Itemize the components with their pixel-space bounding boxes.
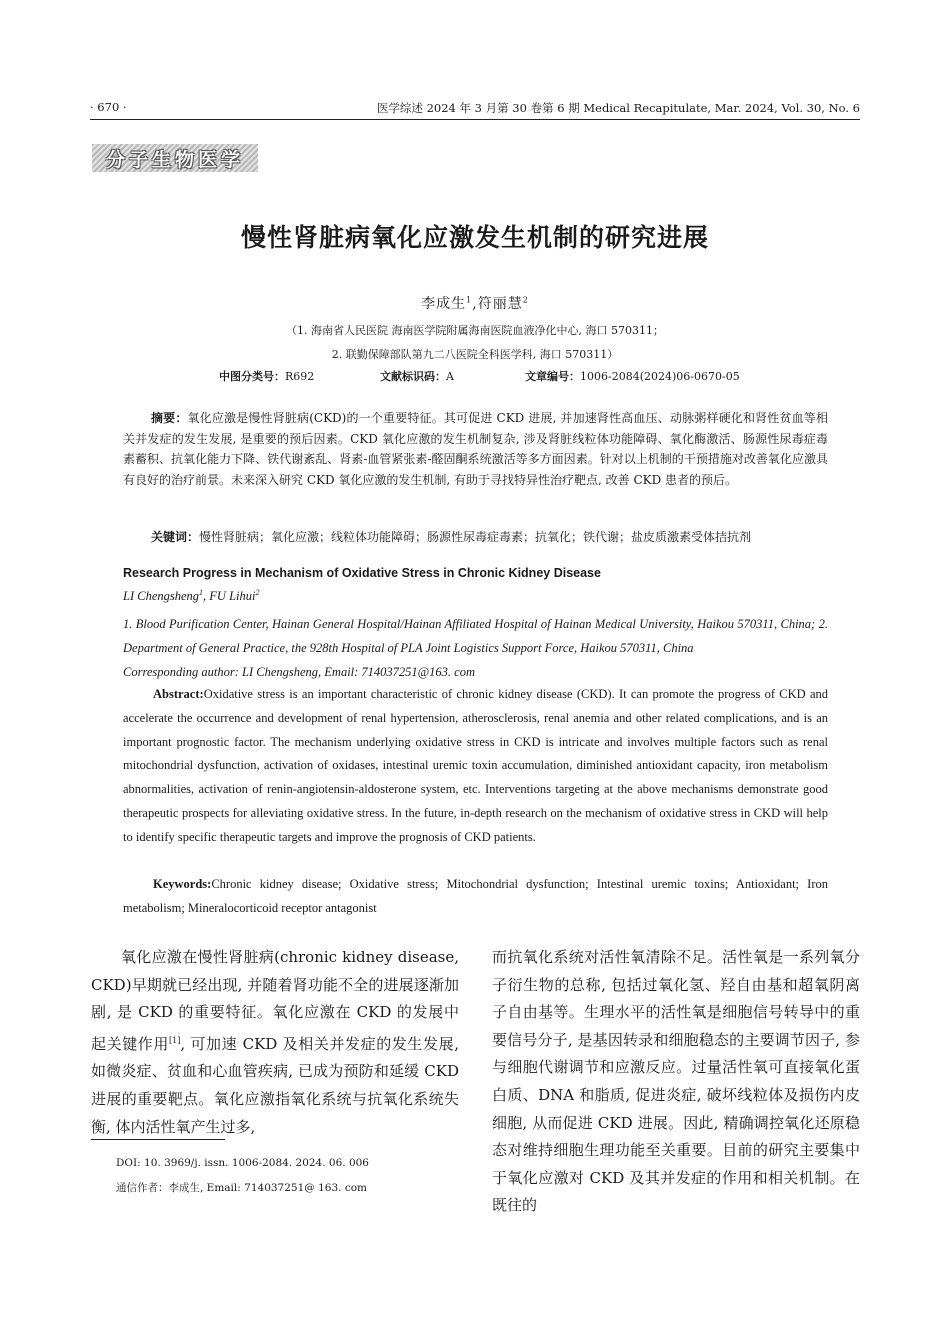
keywords-zh [123, 527, 828, 548]
author-en-2: FU Lihui [209, 589, 256, 604]
art-label: 文章编号： [525, 370, 580, 383]
section-badge-label: 分子生物医学 [105, 148, 244, 171]
author-separator: , [472, 296, 478, 312]
header-rule [90, 119, 860, 120]
footnote-doi: DOI: 10. 3969/j. issn. 1006-2084. 2024. 06. 006 [116, 1157, 369, 1169]
body-left-text-a: 氧化应激在慢性肾脏病(chronic kidney disease, CKD)早期就已经出现, 并随着肾功能不全的进展逐渐加剧, 是 CKD 的重要特征。氧化应激在 CKD 的发展中起关键作用 [91, 948, 459, 1053]
abstract-en-text: Oxidative stress is an important characteristic of chronic kidney disease (CKD). It can promote the progress of CKD and accelerate the occurrence and development of renal hypertension, atherosclerosis, renal anemia and other related complications, and is an important prognostic factor. The mechanism underlying oxidative stress in CKD is intricate and involves multiple factors such as renal mitochondrial dysfunction, activation of oxidases, intestinal uremic toxin accumulation, diminished antioxidant capacity, iron metabolism abnormalities, activation of renin-angiotensin-aldosterone system, etc. Interventions targeting at the above mechanisms demonstrate good therapeutic prospects for alleviating oxidative stress. In the future, in-depth research on the mechanism of oxidative stress in CKD will help to identify specific therapeutic targets and improve the prognosis of CKD patients. [123, 687, 828, 844]
article-number [525, 368, 740, 384]
body-column-left [91, 944, 459, 1141]
abstract-zh [123, 408, 828, 490]
keywords-en-text: Chronic kidney disease; Oxidative stress; Mitochondrial dysfunction; Intestinal uremic toxins; Antioxidant; Iron metabolism; Mineralocorticoid receptor antagonist [123, 877, 828, 915]
doc-value: A [446, 370, 454, 383]
author-1: 李成生 [421, 296, 467, 312]
affiliation-zh-1: （1. 海南省人民医院 海南医学院附属海南医院血液净化中心, 海口 570311； [286, 324, 664, 337]
art-value: 1006-2084(2024)06-0670-05 [580, 370, 740, 383]
page-number: · 670 · [90, 100, 127, 114]
author-2-affil-mark: 2 [522, 295, 529, 305]
author-1-affil-mark: 1 [466, 295, 473, 305]
keywords-en [123, 873, 828, 921]
citation-ref-1[interactable]: [1] [168, 1035, 181, 1045]
article-title-zh: 慢性肾脏病氧化应激发生机制的研究进展 [240, 223, 709, 252]
keywords-zh-label: 关键词： [151, 530, 200, 544]
author-en-separator: , [203, 589, 210, 604]
document-code [380, 368, 454, 384]
clc-number [219, 368, 314, 384]
article-title-en: Research Progress in Mechanism of Oxidative Stress in Chronic Kidney Disease [123, 566, 601, 580]
footnote-rule [91, 1139, 225, 1140]
author-en-2-affil-mark: 2 [255, 588, 260, 597]
affiliation-en [123, 612, 828, 684]
keywords-en-label: Keywords: [153, 877, 212, 891]
author-2: 符丽慧 [477, 296, 523, 312]
author-en-1-affil-mark: 1 [199, 588, 204, 597]
affiliation-zh-2: 2. 联勤保障部队第九二八医院全科医学科, 海口 570311） [331, 348, 619, 361]
abstract-zh-label: 摘要： [151, 411, 188, 425]
author-en-1: LI Chengsheng [123, 589, 200, 604]
abstract-zh-text: 氧化应激是慢性肾脏病(CKD)的一个重要特征。其可促进 CKD 进展, 并加速肾性高血压、动脉粥样硬化和肾性贫血等相关并发症的发生发展, 是重要的预后因素。CKD 氧化应激的发生机制复杂, 涉及肾脏线粒体功能障碍、氧化酶激活、肠源性尿毒症毒素蓄积、抗氧化能力下降、铁代谢紊乱、肾素-血管紧张素-醛固酮系统激活等多方面因素。针对以上机制的干预措施对改善氧化应激具有良好的治疗前景。未来深入研究 CKD 氧化应激的发生机制, 有助于寻找特异性治疗靶点, 改善 CKD 患者的预后。 [123, 411, 828, 487]
abstract-en-label: Abstract: [153, 687, 204, 701]
affiliation-en-text: 1. Blood Purification Center, Hainan General Hospital/Hainan Affiliated Hospital of Hainan Medical University, Haikou 570311, China; 2. Department of General Practice, the 928th Hospital of PLA Joint Logistics Support Force, Haikou 570311, China [123, 617, 828, 655]
keywords-zh-text: 慢性肾脏病；氧化应激；线粒体功能障碍；肠源性尿毒症毒素；抗氧化；铁代谢；盐皮质激素受体拮抗剂 [199, 530, 752, 544]
body-left-text-b: , 可加速 CKD 及相关并发症的发生发展, 如微炎症、贫血和心血管疾病, 已成为预防和延缓 CKD 进展的重要靶点。氧化应激指氧化系统与抗氧化系统失衡, 体内活性氧产生过多, [91, 1034, 459, 1136]
authors-zh [0, 293, 950, 313]
body-column-right: 而抗氧化系统对活性氧清除不足。活性氧是一系列氧分子衍生物的总称, 包括过氧化氢、羟自由基和超氧阴离子自由基等。生理水平的活性氧是细胞信号转导中的重要信号分子, 是基因转录和细胞稳态的主要调节因子, 参与细胞代谢调节和应激反应。过量活性氧可直接氧化蛋白质、DNA 和脂质, 促进炎症, 破坏线粒体及损伤内皮细胞, 从而促进 CKD 进展。因此, 精确调控氧化还原稳态对维持细胞生理功能至关重要。目前的研究主要集中于氧化应激对 CKD 及其并发症的作用和相关机制。在既往的 [492, 948, 860, 1215]
clc-label: 中图分类号： [219, 370, 285, 383]
corresponding-author-en: Corresponding author: LI Chengsheng, Email: 714037251@163. com [123, 665, 475, 679]
journal-running-header: 医学综述 2024 年 3 月第 30 卷第 6 期 Medical Recapitulate, Mar. 2024, Vol. 30, No. 6 [376, 101, 860, 115]
footnote-corresponding-author: 通信作者：李成生, Email: 714037251@ 163. com [116, 1182, 367, 1194]
authors-en [123, 588, 259, 604]
clc-value: R692 [285, 370, 315, 383]
abstract-en [123, 683, 828, 850]
doc-label: 文献标识码： [380, 370, 446, 383]
section-badge [92, 144, 258, 172]
